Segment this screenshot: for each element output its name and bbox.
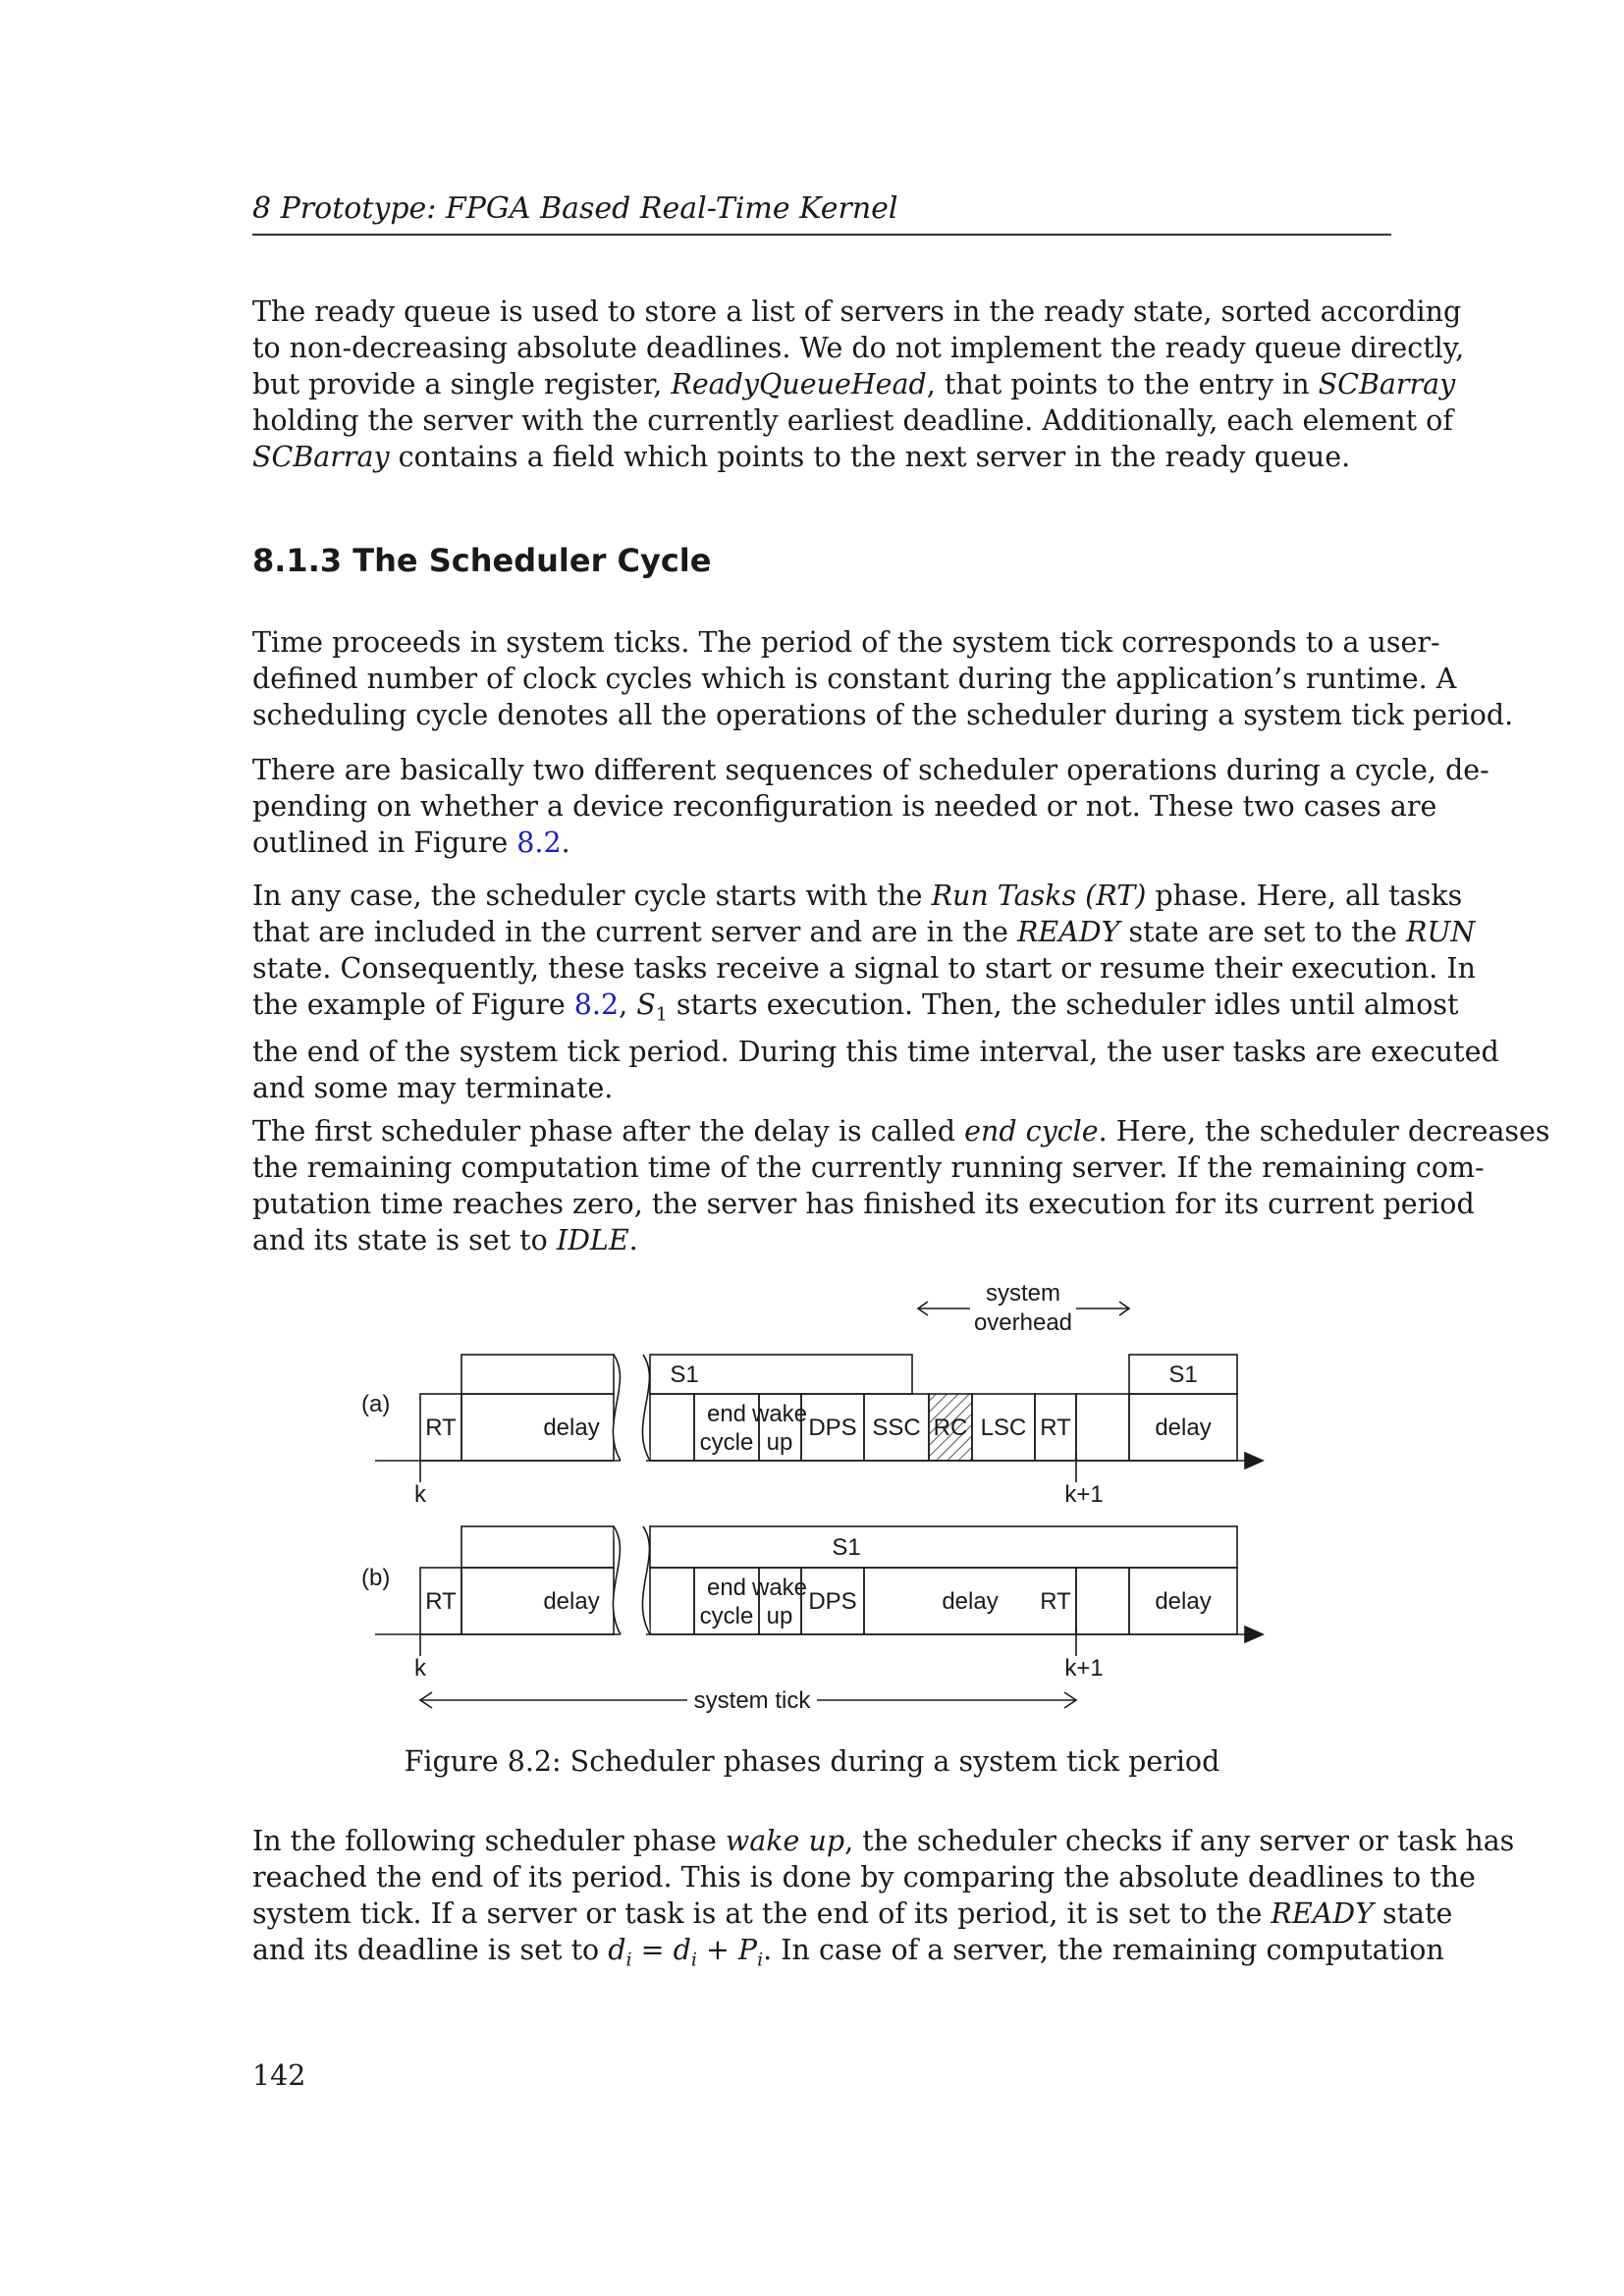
text-line: In any case, the scheduler cycle starts with the Run Tasks (RT) phase. Here, all tasks [252, 880, 1463, 912]
dps-label: DPS [808, 1415, 857, 1441]
end-cycle-label: cycle [699, 1429, 754, 1456]
text-line: that are included in the current server and are in the READY state are set to the RUN [252, 916, 1476, 948]
paragraph-wake-up [252, 1823, 1515, 1979]
text-line: system tick. If a server or task is at the end of its period, it is set to the READY state [252, 1897, 1453, 1930]
text-line: reached the end of its period. This is done by comparing the absolute deadlines to the [252, 1861, 1476, 1894]
overhead-label: system [985, 1280, 1061, 1307]
tick-k1-label: k+1 [1064, 1481, 1104, 1508]
end-cycle-label: end [706, 1401, 747, 1427]
text-line: scheduling cycle denotes all the operations of the scheduler during a system tick period. [252, 699, 1514, 731]
text-line: and its state is set to IDLE. [252, 1224, 638, 1256]
figure-reference-link[interactable]: 8.2 [516, 827, 562, 859]
system-tick-label: system tick [693, 1687, 811, 1714]
tick-k1-label: k+1 [1064, 1655, 1104, 1682]
figure-scheduler-phases [353, 1276, 1296, 1728]
paragraph-run-tasks [252, 878, 1499, 1106]
wake-up-label: up [766, 1603, 793, 1629]
paragraph-end-cycle [252, 1113, 1550, 1258]
text-line: holding the server with the currently earliest deadline. Additionally, each element of [252, 404, 1453, 437]
text-line: pending on whether a device reconfiguration is needed or not. These two cases are [252, 790, 1437, 823]
delay-label: delay [1155, 1588, 1212, 1615]
text-line: The first scheduler phase after the delay is called end cycle. Here, the scheduler decreases [252, 1115, 1550, 1148]
text-line: outlined in Figure 8.2. [252, 827, 570, 859]
timing-diagram [353, 1276, 1296, 1728]
rt-label: RT [1040, 1415, 1071, 1441]
s1-label: S1 [832, 1534, 861, 1561]
ssc-label: SSC [872, 1415, 921, 1441]
row-a-label: (a) [361, 1391, 391, 1417]
dps-label: DPS [808, 1588, 857, 1615]
paragraph-ready-queue [252, 294, 1465, 475]
delay-label: delay [543, 1415, 600, 1441]
rt-label: RT [1040, 1588, 1071, 1615]
scbarray-term: SCBarray [1318, 368, 1456, 400]
rc-label: RC [933, 1415, 968, 1441]
end-cycle-label: end [706, 1575, 747, 1601]
text-line: but provide a single register, ReadyQueueHead, that points to the entry in SCBarray [252, 368, 1456, 400]
figure-caption: Figure 8.2: Scheduler phases during a system tick period [404, 1745, 1220, 1778]
text-line: and some may terminate. [252, 1071, 614, 1104]
rt-label: RT [425, 1588, 457, 1615]
rt-label: RT [425, 1415, 457, 1441]
text-line: the remaining computation time of the currently running server. If the remaining com- [252, 1151, 1485, 1184]
text-line: to non-decreasing absolute deadlines. We do not implement the ready queue directly, [252, 332, 1465, 364]
paragraph-two-sequences [252, 752, 1489, 861]
text-line: defined number of clock cycles which is constant during the application’s runtime. A [252, 663, 1457, 695]
text-line: The ready queue is used to store a list of servers in the ready state, sorted according [252, 295, 1462, 328]
text-line: In the following scheduler phase wake up, the scheduler checks if any server or task has [252, 1825, 1515, 1857]
lsc-label: LSC [980, 1415, 1027, 1441]
ready-queue-head-term: ReadyQueueHead [671, 368, 927, 400]
paragraph-system-ticks [252, 624, 1514, 733]
running-header: 8 Prototype: FPGA Based Real-Time Kernel [252, 191, 1391, 236]
text-line: putation time reaches zero, the server has finished its execution for its current period [252, 1188, 1475, 1220]
wake-up-label: up [766, 1429, 793, 1456]
wake-up-label: wake [751, 1401, 808, 1427]
overhead-label: overhead [973, 1309, 1073, 1336]
tick-k-label: k [414, 1481, 426, 1508]
delay-label: delay [942, 1588, 999, 1615]
tick-k-label: k [414, 1655, 426, 1682]
delay-label: delay [543, 1588, 600, 1615]
figure-reference-link[interactable]: 8.2 [573, 988, 620, 1021]
section-heading: 8.1.3 The Scheduler Cycle [252, 542, 712, 579]
s1-label: S1 [1168, 1362, 1198, 1388]
wake-up-label: wake [751, 1575, 808, 1601]
text-line: SCBarray contains a field which points to the next server in the ready queue. [252, 441, 1351, 473]
text-line: the end of the system tick period. During this time interval, the user tasks are executed [252, 1035, 1499, 1068]
page-number: 142 [252, 2059, 306, 2092]
text-line: and its deadline is set to $d_i = d_i + P_i$. In case of a server, the remaining computation [252, 1934, 1444, 1971]
row-b-label: (b) [361, 1565, 391, 1591]
text-line: the example of Figure 8.2, $S_1$ starts execution. Then, the scheduler idles until almost [252, 988, 1459, 1026]
text-line: state. Consequently, these tasks receive a signal to start or resume their execution. In [252, 952, 1476, 985]
end-cycle-label: cycle [699, 1603, 754, 1629]
text-line: Time proceeds in system ticks. The period of the system tick corresponds to a user- [252, 626, 1440, 659]
s1-label: S1 [670, 1362, 699, 1388]
delay-label: delay [1155, 1415, 1212, 1441]
text-line: There are basically two different sequences of scheduler operations during a cycle, de- [252, 754, 1489, 786]
